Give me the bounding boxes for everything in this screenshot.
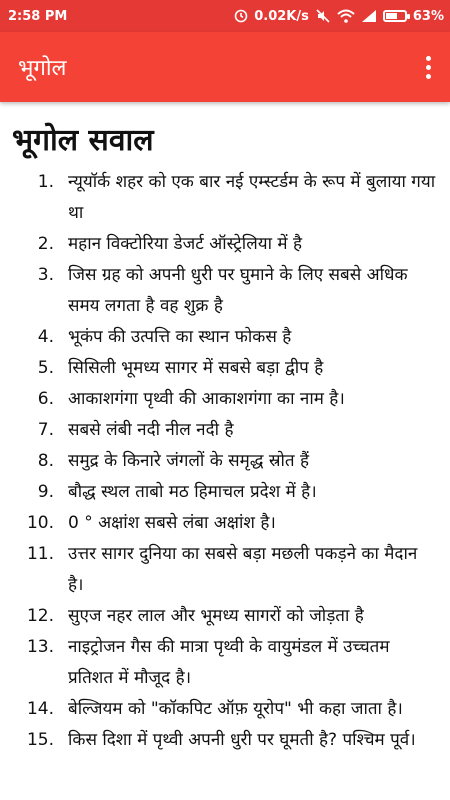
list-item [0,415,436,446]
list-item-text: सिसिली भूमध्य सागर में सबसे बड़ा द्वीप है [68,358,324,378]
list-item [0,167,436,229]
app-bar [0,32,450,102]
list-item [0,353,436,384]
list-item [0,229,436,260]
list-item-text: बौद्ध स्थल ताबो मठ हिमाचल प्रदेश में है। [68,482,317,502]
list-item-text: जिस ग्रह को अपनी धुरी पर घुमाने के लिए सबसे अधिक समय लगता है वह शुक्र है [68,265,408,316]
list-item [0,260,436,322]
list-item [0,477,436,508]
clock-icon [234,9,248,23]
status-left [0,9,67,24]
signal-icon [361,9,377,23]
list-item [0,539,436,601]
list-item-text: उत्तर सागर दुनिया का सबसे बड़ा मछली पकड़ने का मैदान है। [68,544,418,595]
list-item-number: 5. [37,358,54,378]
status-bar [0,0,450,32]
wifi-icon [337,9,355,23]
page-heading: भूगोल सवाल [12,123,154,158]
list-item [0,632,436,694]
list-item [0,446,436,477]
list-item-text: 0 ° अक्षांश सबसे लंबा अक्षांश है। [68,513,276,533]
list-item-text: किस दिशा में पृथ्वी अपनी धुरी पर घूमती है? पश्चिम पूर्व। [68,730,416,750]
list-item-number: 10. [26,513,54,533]
list-item-text: नाइट्रोजन गैस की मात्रा पृथ्वी के वायुमंडल में उच्चतम प्रतिशत में मौजूद है। [68,637,390,688]
list-item-number: 12. [26,606,54,626]
list-item-text: समुद्र के किनारे जंगलों के समृद्ध स्रोत हैं [68,451,310,471]
list-item-text: महान विक्टोरिया डेजर्ट ऑस्ट्रेलिया में है [68,234,302,254]
list-item [0,725,436,756]
list-item-number: 1. [37,172,54,192]
list-item-number: 6. [37,389,54,409]
content-scroll[interactable] [0,102,450,800]
list-item-text: सुएज नहर लाल और भूमध्य सागरों को जोड़ता है [68,606,364,626]
list-item-text: सबसे लंबी नदी नील नदी है [68,420,234,440]
battery-percent: 63% [412,8,444,24]
list-item-number: 11. [26,544,54,564]
overflow-menu-icon [426,56,431,79]
list-item-text: आकाशगंगा पृथ्वी की आकाशगंगा का नाम है। [68,389,345,409]
list-item-number: 9. [37,482,54,502]
app-title: भूगोल [18,56,67,81]
list-item-number: 2. [37,234,54,254]
list-item-text: बेल्जियम को "कॉकपिट ऑफ़ यूरोप" भी कहा जाता है। [68,699,403,719]
battery-icon [383,10,407,22]
network-speed: 0.02K/s [254,8,309,24]
overflow-menu-button[interactable] [406,32,450,102]
list-item-number: 8. [37,451,54,471]
list-item [0,694,436,725]
mute-icon [315,8,331,24]
qa-list [0,167,450,756]
list-item [0,322,436,353]
list-item-text: न्यूयॉर्क शहर को एक बार नई एम्स्टर्डम के रूप में बुलाया गया था [68,172,436,223]
list-item-number: 15. [26,730,54,750]
list-item-text: भूकंप की उत्पत्ति का स्थान फोकस है [68,327,292,347]
list-item [0,601,436,632]
list-item-number: 14. [26,699,54,719]
list-item-number: 7. [37,420,54,440]
list-item [0,508,436,539]
list-item-number: 13. [26,637,54,657]
list-item [0,384,436,415]
status-time: 2:58 PM [8,8,68,24]
list-item-number: 4. [37,327,54,347]
list-item-number: 3. [37,265,54,285]
status-right [234,8,450,24]
